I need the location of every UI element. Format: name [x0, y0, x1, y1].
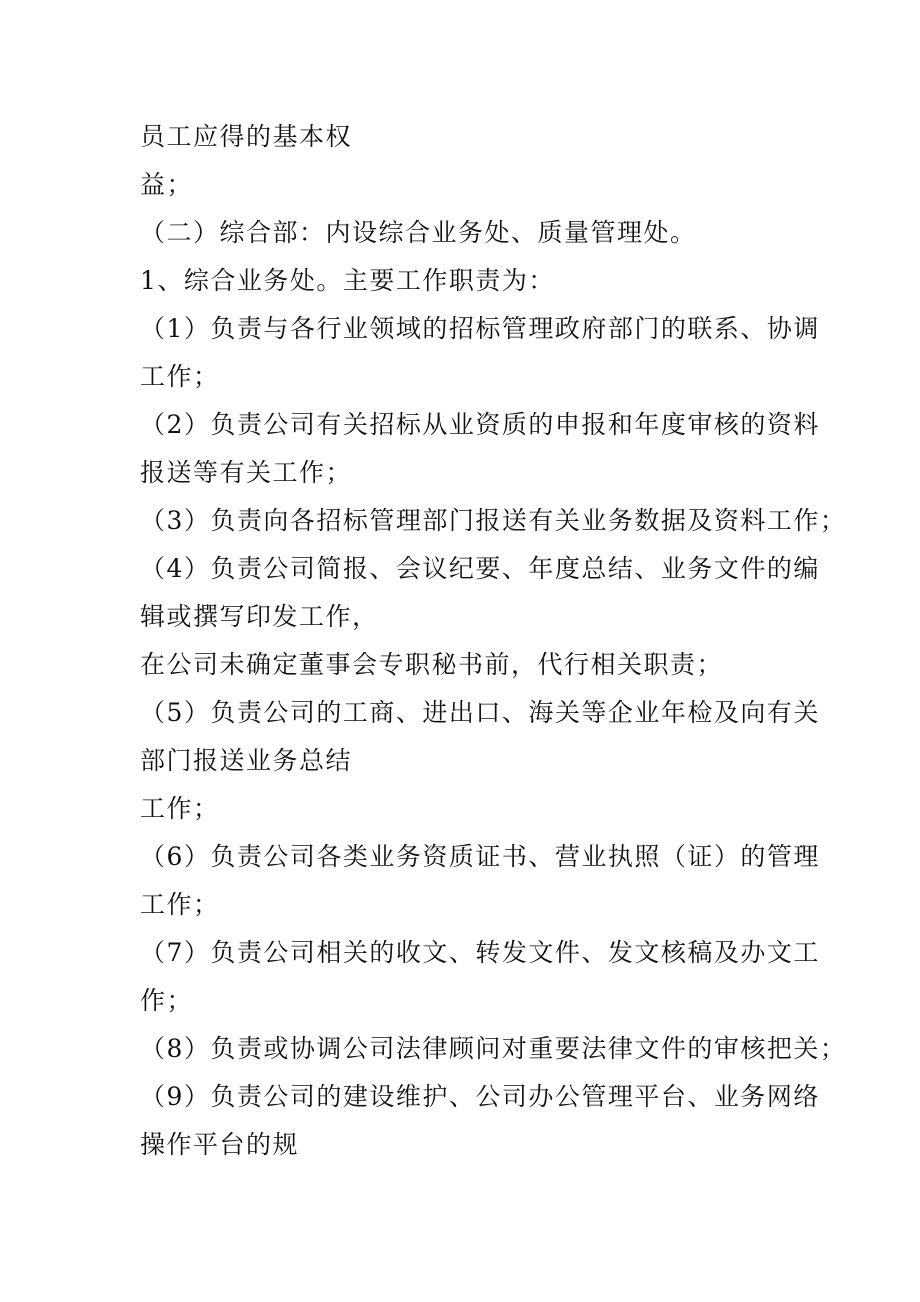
- text-line: 益；: [140, 170, 194, 199]
- text-line: 辑或撰写印发工作，: [140, 602, 379, 631]
- text-line: 工作；: [140, 794, 220, 823]
- text-line: （1）负责与各行业领域的招标管理政府部门的联系、协调: [140, 314, 820, 343]
- text-line: （二）综合部：内设综合业务处、质量管理处。: [140, 218, 697, 247]
- text-line: 部门报送业务总结: [140, 746, 353, 775]
- text-line: 员工应得的基本权: [140, 122, 353, 151]
- text-line: 工作；: [140, 890, 220, 919]
- text-line: 报送等有关工作；: [140, 458, 353, 487]
- text-line: 作；: [140, 986, 194, 1015]
- text-line: 1、综合业务处。主要工作职责为：: [140, 266, 555, 295]
- text-line: （4）负责公司简报、会议纪要、年度总结、业务文件的编: [140, 554, 820, 583]
- text-line: 操作平台的规: [140, 1130, 300, 1159]
- text-line: 工作；: [140, 362, 220, 391]
- text-line: （3）负责向各招标管理部门报送有关业务数据及资料工作；: [140, 506, 847, 535]
- text-line: （6）负责公司各类业务资质证书、营业执照（证）的管理: [140, 842, 820, 871]
- text-line: （5）负责公司的工商、进出口、海关等企业年检及向有关: [140, 698, 820, 727]
- text-line: （9）负责公司的建设维护、公司办公管理平台、业务网络: [140, 1082, 820, 1111]
- text-line: （8）负责或协调公司法律顾问对重要法律文件的审核把关；: [140, 1034, 847, 1063]
- text-line: 在公司未确定董事会专职秘书前，代行相关职责；: [140, 650, 724, 679]
- text-line: （7）负责公司相关的收文、转发文件、发文核稿及办文工: [140, 938, 820, 967]
- text-line: （2）负责公司有关招标从业资质的申报和年度审核的资料: [140, 410, 820, 439]
